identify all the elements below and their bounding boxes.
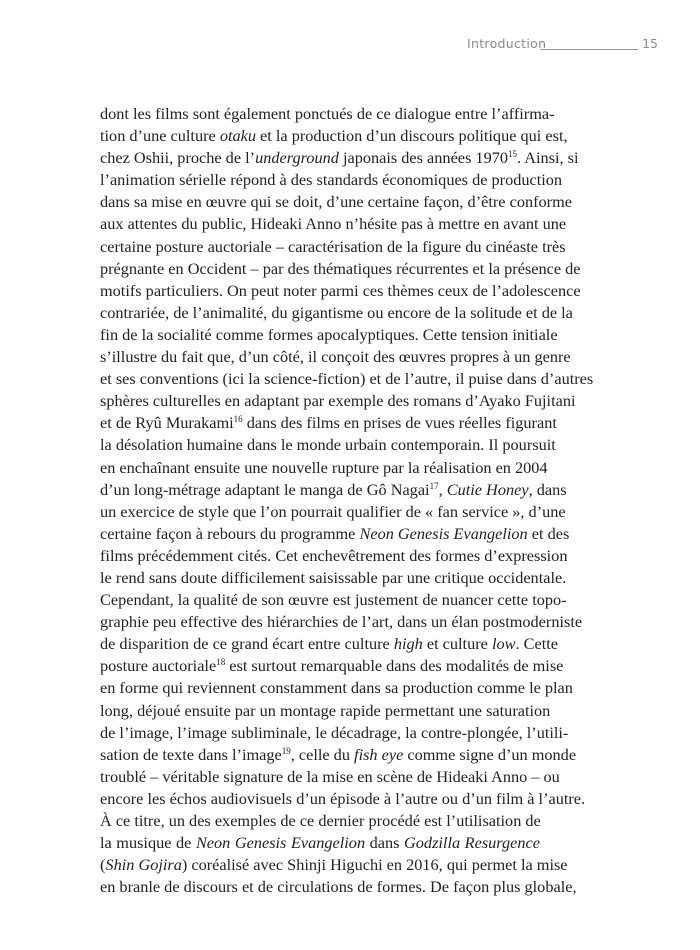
text-segment: et des [527, 523, 570, 543]
text-segment: un exercice de style que l’on pourrait qualifier de « fan service », d’une [100, 501, 566, 521]
italic-text: high [393, 634, 423, 654]
text-segment: dans des films en prises de vues réelles figurant [242, 413, 557, 433]
text-line [100, 147, 579, 169]
text-line [100, 324, 558, 346]
text-segment: certaine façon à rebours du programme [100, 523, 360, 543]
text-line [100, 125, 568, 147]
footnote-ref: 19 [281, 745, 291, 756]
text-segment: chez Oshii, proche de l’ [100, 148, 256, 168]
italic-text: Godzilla Resurgence [404, 833, 541, 853]
text-line [100, 103, 555, 125]
text-line [100, 302, 573, 324]
text-segment: la musique de [100, 833, 196, 853]
text-segment: ) coréalisé avec Shinji Higuchi en 2016, qui permet la mise [181, 855, 568, 875]
text-segment: , celle du [290, 744, 355, 764]
text-segment: graphie peu effective des hiérarchies de l’art, dans un élan postmoderniste [100, 612, 583, 632]
text-segment: la désolation humaine dans le monde urbain contemporain. Il poursuit [100, 435, 556, 455]
text-segment: s’illustre du fait que, d’un côté, il conçoit des œuvres propres à un genre [100, 347, 571, 367]
text-line [100, 479, 567, 501]
text-line [100, 545, 568, 567]
text-line [100, 213, 567, 235]
text-line [100, 368, 594, 390]
footnote-ref: 16 [233, 414, 243, 425]
text-line [100, 832, 540, 854]
text-segment: aux attentes du public, Hideaki Anno n’hésite pas à mettre en avant une [100, 214, 567, 234]
body-text [100, 103, 594, 903]
italic-text: Neon Genesis Evangelion [359, 523, 528, 543]
text-line [100, 434, 556, 456]
text-segment: et culture [422, 634, 492, 654]
text-segment: dans sa mise en œuvre qui se doit, d’une certaine façon, d’être conforme [100, 192, 572, 212]
text-line [100, 810, 540, 832]
text-segment: . Ainsi, si [517, 148, 579, 168]
italic-text: Neon Genesis Evangelion [195, 833, 366, 853]
italic-text: low [491, 634, 516, 654]
text-line [100, 589, 567, 611]
text-line [100, 501, 566, 523]
text-line [100, 280, 581, 302]
text-segment: l’animation sérielle répond à des standards économiques de production [100, 170, 563, 190]
text-line [100, 722, 569, 744]
text-segment: long, déjoué ensuite par un montage rapide permettant une saturation [100, 700, 551, 720]
text-segment: japonais des années 1970 [338, 148, 508, 168]
text-segment: prégnante en Occident – par des thématiques récurrentes et la présence de [100, 258, 581, 278]
text-segment: sation de texte dans l’image [100, 744, 282, 764]
text-segment: tion d’une culture [100, 126, 220, 146]
text-segment: certaine posture auctoriale – caractérisation de la figure du cinéaste très [100, 236, 566, 256]
text-segment: , dans [528, 479, 567, 499]
footnote-ref: 15 [508, 149, 517, 160]
text-line [100, 611, 583, 633]
text-line [100, 567, 567, 589]
text-line [100, 169, 563, 191]
text-segment: d’un long-métrage adaptant le manga de Gô Nagai [100, 479, 430, 499]
text-segment: contrariée, de l’animalité, du gigantisme ou encore de la solitude et de la [100, 302, 573, 322]
italic-text: Cutie Honey [446, 479, 529, 499]
text-segment: troublé – véritable signature de la mise en scène de Hideaki Anno – ou [100, 766, 560, 786]
text-segment: motifs particuliers. On peut noter parmi ces thèmes ceux de l’adolescence [100, 280, 581, 300]
text-line [100, 457, 548, 479]
text-line [100, 744, 577, 766]
text-segment: dont les films sont également ponctués de ce dialogue entre l’affirma- [100, 104, 555, 123]
text-segment: dans [365, 833, 405, 853]
text-line [100, 236, 566, 258]
text-line [100, 633, 558, 655]
text-segment: de disparition de ce grand écart entre culture [100, 634, 394, 654]
text-line [100, 700, 551, 722]
italic-text: underground [255, 148, 339, 168]
text-segment: ( [100, 855, 106, 875]
text-segment: , [438, 479, 447, 499]
text-segment: et de Ryû Murakami [100, 413, 234, 433]
running-head-title: Introduction [467, 36, 547, 51]
text-line [100, 390, 576, 412]
footnote-ref: 17 [429, 480, 439, 491]
text-segment: de l’image, l’image subliminale, le décadrage, la contre-plongée, l’utili- [100, 722, 569, 742]
text-segment: films précédemment cités. Cet enchevêtrement des formes d’expression [100, 545, 568, 565]
text-segment: encore les échos audiovisuels d’un épisode à l’autre ou d’un film à l’autre. [100, 788, 586, 808]
italic-text: Shin Gojira [105, 855, 182, 875]
text-segment: en enchaînant ensuite une nouvelle rupture par la réalisation en 2004 [100, 457, 548, 477]
text-segment: est surtout remarquable dans des modalités de mise [225, 656, 564, 676]
text-line [100, 854, 568, 876]
text-segment: Cependant, la qualité de son œuvre est justement de nuancer cette topo- [100, 590, 567, 610]
page-number: 15 [642, 36, 658, 51]
text-line [100, 766, 560, 788]
text-line [100, 523, 570, 545]
text-segment: le rend sans doute difficilement saisissable par une critique occidentale. [100, 567, 567, 587]
text-line [100, 191, 572, 213]
text-segment: et ses conventions (ici la science-fiction) et de l’autre, il puise dans d’autres [100, 369, 594, 389]
text-segment: . Cette [515, 634, 558, 654]
text-line [100, 655, 564, 677]
italic-text: fish eye [354, 744, 404, 764]
text-segment: et la production d’un discours politique qui est, [255, 126, 568, 146]
running-head [460, 36, 660, 56]
text-line [100, 412, 557, 434]
text-segment: sphères culturelles en adaptant par exemple des romans d’Ayako Fujitani [100, 391, 576, 411]
text-segment: comme signe d’un monde [403, 744, 577, 764]
footnote-ref: 18 [216, 657, 226, 668]
text-segment: posture auctoriale [100, 656, 217, 676]
text-line [100, 788, 586, 810]
running-head-rule [540, 49, 638, 50]
text-segment: À ce titre, un des exemples de ce dernier procédé est l’utilisation de [100, 811, 541, 830]
text-segment: en forme qui reviennent constamment dans sa production comme le plan [100, 678, 573, 698]
text-segment: fin de la socialité comme formes apocalyptiques. Cette tension initiale [100, 324, 558, 344]
italic-text: otaku [219, 126, 256, 146]
text-line [100, 258, 581, 280]
text-segment: en branle de discours et de circulations de formes. De façon plus globale, [100, 877, 577, 897]
text-line [100, 876, 577, 898]
text-line [100, 677, 573, 699]
text-line [100, 346, 571, 368]
